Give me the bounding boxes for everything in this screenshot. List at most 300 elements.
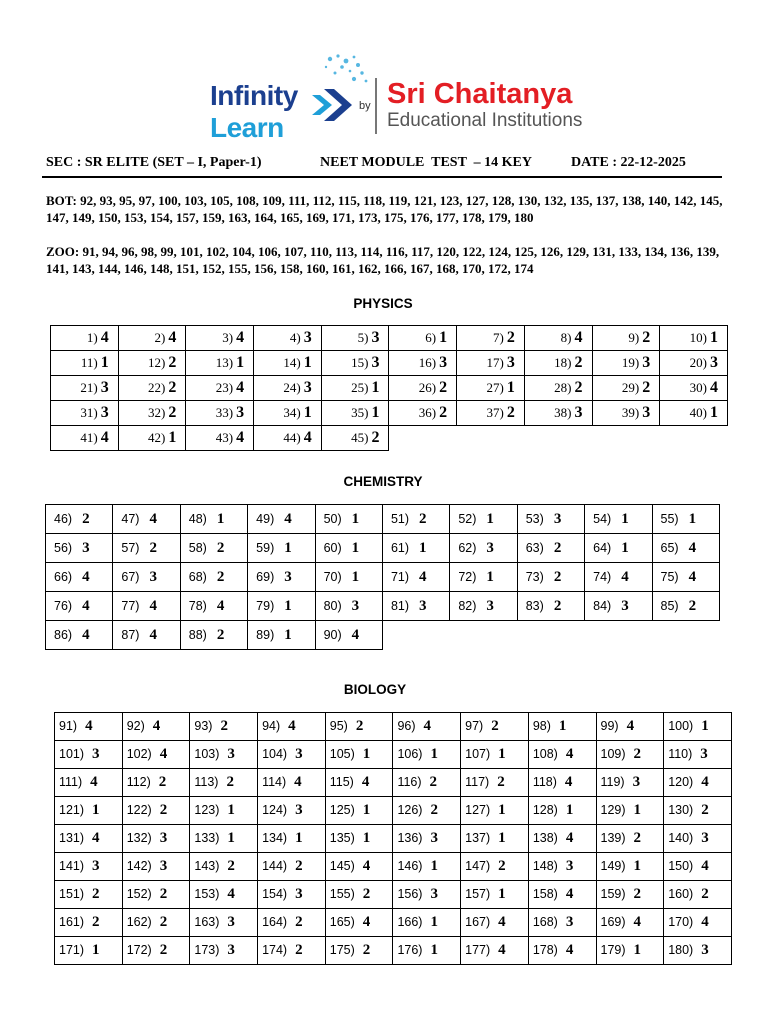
answer-cell bbox=[190, 853, 258, 881]
answer-cell bbox=[321, 376, 389, 401]
answer-row bbox=[55, 881, 732, 909]
question-number: 79) bbox=[256, 598, 275, 613]
question-number: 57) bbox=[121, 540, 140, 555]
answer-key: 1 bbox=[486, 568, 494, 585]
answer-cell bbox=[664, 909, 732, 937]
question-number: 91) bbox=[59, 719, 78, 733]
answer-row bbox=[51, 401, 728, 426]
answer-key: 3 bbox=[371, 354, 380, 371]
answer-cell bbox=[450, 505, 517, 534]
answer-key: 1 bbox=[100, 354, 109, 371]
answer-cell bbox=[186, 351, 254, 376]
answer-key: 1 bbox=[430, 858, 438, 874]
question-number: 54) bbox=[593, 511, 612, 526]
answer-key: 2 bbox=[688, 597, 697, 614]
answer-cell bbox=[122, 881, 190, 909]
answer-key: 4 bbox=[288, 718, 296, 734]
biology-title: BIOLOGY bbox=[343, 682, 407, 697]
question-number: 36) bbox=[418, 405, 437, 420]
answer-cell bbox=[382, 592, 449, 621]
answer-cell bbox=[46, 621, 113, 650]
question-number: 41) bbox=[80, 430, 98, 445]
question-number: 94) bbox=[262, 719, 281, 733]
answer-cell bbox=[113, 563, 180, 592]
answer-key: 4 bbox=[701, 774, 709, 790]
question-number: 151) bbox=[59, 887, 85, 901]
answer-cell bbox=[315, 563, 382, 592]
answer-cell bbox=[254, 426, 322, 451]
bot-list bbox=[46, 193, 731, 226]
answer-cell bbox=[180, 563, 247, 592]
question-number: 34) bbox=[283, 405, 301, 420]
question-number: 89) bbox=[256, 627, 275, 642]
answer-key: 1 bbox=[92, 942, 100, 958]
question-number: 125) bbox=[329, 803, 355, 817]
answer-cell bbox=[55, 713, 123, 741]
question-number: 173) bbox=[194, 943, 220, 957]
question-number: 1) bbox=[86, 330, 98, 345]
question-number: 72) bbox=[458, 569, 477, 584]
answer-cell bbox=[186, 326, 254, 351]
answer-cell bbox=[321, 426, 389, 451]
question-number: 87) bbox=[121, 627, 140, 642]
question-number: 165) bbox=[329, 915, 355, 929]
question-number: 139) bbox=[600, 831, 626, 845]
question-number: 51) bbox=[390, 511, 410, 526]
question-number: 104) bbox=[262, 747, 288, 761]
answer-cell bbox=[524, 401, 592, 426]
answer-key: 1 bbox=[498, 746, 506, 762]
answer-key: 1 bbox=[565, 802, 574, 818]
answer-cell bbox=[461, 881, 529, 909]
answer-key: 3 bbox=[642, 404, 651, 421]
answer-cell bbox=[389, 326, 457, 351]
question-number: 85) bbox=[660, 598, 679, 613]
answer-cell bbox=[585, 592, 652, 621]
question-number: 100) bbox=[668, 719, 694, 733]
question-number: 123) bbox=[194, 803, 220, 817]
header-rule bbox=[42, 176, 722, 178]
answer-key: 3 bbox=[565, 858, 574, 874]
question-number: 180) bbox=[668, 943, 694, 957]
answer-key: 4 bbox=[100, 429, 109, 446]
answer-cell bbox=[315, 534, 382, 563]
answer-key: 4 bbox=[710, 379, 718, 396]
question-number: 28) bbox=[554, 380, 572, 395]
question-number: 113) bbox=[194, 775, 219, 789]
answer-cell bbox=[258, 881, 326, 909]
answer-cell bbox=[254, 351, 322, 376]
answer-row bbox=[55, 797, 732, 825]
answer-cell bbox=[393, 769, 461, 797]
answer-cell bbox=[596, 853, 664, 881]
answer-cell bbox=[457, 401, 525, 426]
answer-cell bbox=[254, 326, 322, 351]
answer-row bbox=[55, 825, 732, 853]
question-number: 37) bbox=[486, 405, 504, 420]
answer-cell bbox=[382, 563, 449, 592]
question-number: 8) bbox=[560, 330, 572, 345]
question-number: 7) bbox=[492, 330, 504, 345]
answer-key: 1 bbox=[498, 830, 506, 846]
answer-cell bbox=[190, 769, 258, 797]
answer-key: 4 bbox=[100, 329, 109, 346]
answer-cell bbox=[254, 401, 322, 426]
answer-key: 1 bbox=[227, 802, 235, 818]
answer-cell bbox=[51, 376, 119, 401]
answer-key: 1 bbox=[303, 354, 312, 371]
answer-cell bbox=[122, 769, 190, 797]
question-number: 67) bbox=[121, 569, 140, 584]
answer-key: 3 bbox=[227, 914, 235, 930]
question-number: 60) bbox=[323, 540, 342, 555]
answer-cell bbox=[393, 741, 461, 769]
chemistry-answer-table bbox=[45, 504, 720, 650]
answer-key: 3 bbox=[295, 802, 303, 818]
answer-cell bbox=[55, 797, 123, 825]
answer-row bbox=[55, 713, 732, 741]
biology-answer-table bbox=[54, 712, 732, 965]
answer-cell bbox=[461, 825, 529, 853]
answer-cell bbox=[393, 909, 461, 937]
question-number: 24) bbox=[283, 380, 301, 395]
answer-cell bbox=[596, 937, 664, 965]
question-number: 154) bbox=[262, 887, 288, 901]
bot-questions: 92, 93, 95, 97, 100, 103, 105, 108, 109, 111, 112, 115, 118, 119, 121, 123, 127, 128, 130, 132, 135, 137, 138, 140, 142, 145, 147, 149, 150, 153, 154, 157, 159, 163, 164, 165, 169, 171, 173, 175, 176, 177, 178, 179, 180 bbox=[46, 193, 723, 225]
section-info: SEC : SR ELITE (SET – I, Paper-1) bbox=[46, 155, 262, 170]
answer-cell bbox=[325, 769, 393, 797]
answer-cell bbox=[585, 505, 652, 534]
answer-key: 2 bbox=[430, 802, 438, 818]
answer-key: 4 bbox=[159, 746, 168, 762]
answer-cell bbox=[258, 741, 326, 769]
question-number: 155) bbox=[329, 887, 355, 901]
zoo-list bbox=[46, 244, 731, 277]
answer-cell bbox=[450, 534, 517, 563]
answer-key: 1 bbox=[351, 568, 360, 585]
question-number: 42) bbox=[148, 430, 166, 445]
answer-cell bbox=[652, 534, 719, 563]
answer-cell bbox=[122, 937, 190, 965]
answer-key: 2 bbox=[295, 942, 303, 958]
question-number: 14) bbox=[283, 355, 301, 370]
answer-key: 1 bbox=[362, 830, 371, 846]
answer-cell bbox=[461, 853, 529, 881]
answer-cell bbox=[596, 713, 664, 741]
answer-key: 4 bbox=[294, 774, 302, 790]
answer-key: 4 bbox=[149, 597, 157, 614]
question-number: 101) bbox=[59, 747, 85, 761]
question-number: 92) bbox=[126, 719, 145, 733]
answer-key: 3 bbox=[227, 746, 235, 762]
answer-cell bbox=[461, 769, 529, 797]
answer-key: 1 bbox=[506, 379, 515, 396]
answer-cell bbox=[315, 505, 382, 534]
answer-key: 4 bbox=[565, 830, 574, 846]
question-number: 160) bbox=[668, 887, 694, 901]
question-number: 117) bbox=[465, 775, 490, 789]
answer-key: 1 bbox=[216, 510, 225, 527]
answer-cell bbox=[321, 351, 389, 376]
answer-cell bbox=[660, 376, 728, 401]
answer-cell bbox=[325, 909, 393, 937]
answer-cell bbox=[393, 853, 461, 881]
answer-cell bbox=[528, 853, 596, 881]
answer-key: 4 bbox=[82, 568, 90, 585]
question-number: 140) bbox=[668, 831, 694, 845]
answer-cell bbox=[258, 853, 326, 881]
question-number: 161) bbox=[59, 915, 85, 929]
question-number: 63) bbox=[525, 540, 544, 555]
question-number: 25) bbox=[351, 380, 369, 395]
answer-cell bbox=[122, 853, 190, 881]
logo-infinity-text: Infinity bbox=[210, 80, 298, 111]
answer-row bbox=[55, 769, 732, 797]
answer-key: 4 bbox=[565, 942, 574, 958]
question-number: 22) bbox=[148, 380, 166, 395]
question-number: 128) bbox=[532, 803, 558, 817]
answer-key: 1 bbox=[351, 539, 360, 556]
question-number: 71) bbox=[390, 569, 410, 584]
answer-cell bbox=[450, 563, 517, 592]
question-number: 170) bbox=[668, 915, 694, 929]
question-number: 126) bbox=[397, 803, 423, 817]
logo-divider bbox=[375, 78, 377, 134]
answer-key: 3 bbox=[710, 354, 718, 371]
question-number: 77) bbox=[121, 598, 140, 613]
question-number: 27) bbox=[486, 380, 504, 395]
question-number: 150) bbox=[668, 859, 694, 873]
question-number: 44) bbox=[283, 430, 301, 445]
answer-key: 3 bbox=[227, 942, 235, 958]
answer-cell bbox=[190, 881, 258, 909]
answer-key: 2 bbox=[159, 886, 168, 902]
question-number: 110) bbox=[668, 747, 693, 761]
answer-cell bbox=[528, 825, 596, 853]
answer-key: 1 bbox=[371, 404, 380, 421]
answer-row bbox=[51, 326, 728, 351]
answer-cell bbox=[517, 505, 584, 534]
question-number: 98) bbox=[532, 719, 551, 733]
answer-cell bbox=[55, 741, 123, 769]
answer-cell bbox=[664, 881, 732, 909]
question-number: 111) bbox=[59, 775, 83, 789]
question-number: 58) bbox=[188, 540, 207, 555]
document-header bbox=[42, 153, 722, 175]
answer-cell bbox=[51, 351, 119, 376]
answer-key: 3 bbox=[303, 329, 312, 346]
answer-cell bbox=[461, 713, 529, 741]
answer-cell bbox=[389, 401, 457, 426]
question-number: 11) bbox=[80, 355, 98, 370]
answer-cell bbox=[382, 534, 449, 563]
answer-cell bbox=[393, 797, 461, 825]
answer-key: 2 bbox=[439, 404, 448, 421]
answer-cell bbox=[258, 825, 326, 853]
answer-key: 2 bbox=[168, 354, 177, 371]
question-number: 164) bbox=[262, 915, 288, 929]
answer-key: 1 bbox=[633, 858, 642, 874]
answer-cell bbox=[389, 351, 457, 376]
answer-key: 2 bbox=[506, 404, 515, 421]
answer-cell bbox=[248, 621, 315, 650]
question-number: 81) bbox=[390, 598, 410, 613]
question-number: 17) bbox=[486, 355, 504, 370]
question-number: 152) bbox=[126, 887, 152, 901]
answer-key: 4 bbox=[85, 718, 93, 734]
answer-key: 1 bbox=[295, 830, 303, 846]
question-number: 172) bbox=[126, 943, 152, 957]
question-number: 133) bbox=[194, 831, 220, 845]
question-number: 64) bbox=[593, 540, 612, 555]
answer-cell bbox=[55, 853, 123, 881]
question-number: 43) bbox=[215, 430, 234, 445]
question-number: 68) bbox=[188, 569, 207, 584]
answer-cell bbox=[315, 592, 382, 621]
answer-key: 1 bbox=[371, 379, 380, 396]
answer-cell bbox=[325, 937, 393, 965]
test-date: DATE : 22-12-2025 bbox=[571, 155, 686, 170]
question-number: 176) bbox=[397, 943, 423, 957]
answer-cell bbox=[596, 825, 664, 853]
question-number: 167) bbox=[465, 915, 491, 929]
answer-cell bbox=[122, 825, 190, 853]
answer-key: 4 bbox=[90, 774, 98, 790]
question-number: 9) bbox=[628, 330, 640, 345]
question-number: 156) bbox=[397, 887, 423, 901]
answer-row bbox=[46, 534, 720, 563]
answer-key: 1 bbox=[498, 802, 506, 818]
question-number: 62) bbox=[458, 540, 477, 555]
answer-key: 1 bbox=[284, 539, 292, 556]
answer-key: 4 bbox=[498, 914, 506, 930]
answer-cell bbox=[122, 909, 190, 937]
answer-key: 2 bbox=[506, 329, 515, 346]
zoo-label: ZOO: bbox=[46, 244, 80, 259]
answer-key: 4 bbox=[701, 858, 709, 874]
question-number: 121) bbox=[59, 803, 85, 817]
answer-row bbox=[46, 592, 720, 621]
question-number: 5) bbox=[357, 330, 369, 345]
answer-cell bbox=[517, 563, 584, 592]
answer-key: 2 bbox=[491, 718, 499, 734]
question-number: 78) bbox=[188, 598, 207, 613]
answer-key: 4 bbox=[688, 539, 697, 556]
answer-key: 1 bbox=[430, 914, 438, 930]
answer-cell bbox=[122, 797, 190, 825]
question-number: 82) bbox=[458, 598, 477, 613]
answer-key: 2 bbox=[642, 379, 651, 396]
answer-key: 1 bbox=[633, 942, 642, 958]
answer-cell bbox=[118, 426, 186, 451]
answer-key: 3 bbox=[159, 858, 168, 874]
answer-key: 2 bbox=[92, 886, 100, 902]
answer-key: 3 bbox=[642, 354, 651, 371]
question-number: 38) bbox=[554, 405, 572, 420]
question-number: 169) bbox=[600, 915, 626, 929]
logo-learn-text: Learn bbox=[210, 112, 284, 143]
question-number: 52) bbox=[458, 511, 477, 526]
answer-row bbox=[46, 621, 720, 650]
answer-cell bbox=[113, 534, 180, 563]
answer-key: 3 bbox=[100, 379, 109, 396]
answer-key: 1 bbox=[701, 718, 709, 734]
answer-key: 3 bbox=[419, 597, 427, 614]
answer-key: 1 bbox=[486, 510, 494, 527]
question-number: 177) bbox=[465, 943, 491, 957]
answer-cell bbox=[528, 909, 596, 937]
question-number: 49) bbox=[256, 511, 275, 526]
answer-cell bbox=[186, 426, 254, 451]
question-number: 75) bbox=[660, 569, 679, 584]
question-number: 93) bbox=[194, 719, 213, 733]
answer-key: 1 bbox=[236, 354, 245, 371]
answer-key: 1 bbox=[227, 830, 235, 846]
answer-key: 4 bbox=[82, 597, 90, 614]
question-number: 157) bbox=[465, 887, 491, 901]
question-number: 86) bbox=[54, 627, 73, 642]
answer-cell bbox=[325, 881, 393, 909]
answer-cell bbox=[186, 376, 254, 401]
answer-cell bbox=[461, 909, 529, 937]
answer-cell bbox=[524, 351, 592, 376]
answer-cell bbox=[180, 592, 247, 621]
answer-row bbox=[55, 909, 732, 937]
answer-key: 3 bbox=[565, 914, 574, 930]
question-number: 61) bbox=[390, 540, 410, 555]
question-number: 158) bbox=[532, 887, 558, 901]
question-number: 65) bbox=[660, 540, 679, 555]
answer-key: 3 bbox=[236, 404, 245, 421]
answer-cell bbox=[596, 797, 664, 825]
answer-key: 4 bbox=[168, 329, 177, 346]
answer-cell bbox=[325, 741, 393, 769]
answer-key: 3 bbox=[621, 597, 629, 614]
answer-cell bbox=[46, 563, 113, 592]
question-number: 53) bbox=[525, 511, 544, 526]
question-number: 10) bbox=[689, 330, 707, 345]
answer-key: 2 bbox=[295, 914, 303, 930]
answer-key: 2 bbox=[220, 718, 228, 734]
answer-row bbox=[46, 563, 720, 592]
question-number: 135) bbox=[329, 831, 355, 845]
question-number: 84) bbox=[593, 598, 612, 613]
answer-cell bbox=[46, 505, 113, 534]
answer-cell bbox=[190, 741, 258, 769]
answer-key: 1 bbox=[92, 802, 100, 818]
answer-cell bbox=[190, 937, 258, 965]
answer-key: 2 bbox=[553, 539, 562, 556]
question-number: 20) bbox=[689, 355, 707, 370]
answer-key: 4 bbox=[303, 429, 312, 446]
question-number: 120) bbox=[668, 775, 694, 789]
question-number: 16) bbox=[418, 355, 437, 370]
question-number: 99) bbox=[600, 719, 619, 733]
question-number: 35) bbox=[351, 405, 369, 420]
question-number: 70) bbox=[323, 569, 342, 584]
answer-key: 3 bbox=[303, 379, 312, 396]
question-number: 90) bbox=[323, 627, 342, 642]
answer-cell bbox=[190, 713, 258, 741]
answer-key: 3 bbox=[430, 830, 438, 846]
question-number: 76) bbox=[54, 598, 73, 613]
answer-row bbox=[51, 426, 728, 451]
answer-key: 3 bbox=[295, 746, 303, 762]
question-number: 107) bbox=[465, 747, 491, 761]
question-number: 73) bbox=[525, 569, 544, 584]
answer-key: 3 bbox=[82, 539, 90, 556]
question-number: 31) bbox=[80, 405, 98, 420]
